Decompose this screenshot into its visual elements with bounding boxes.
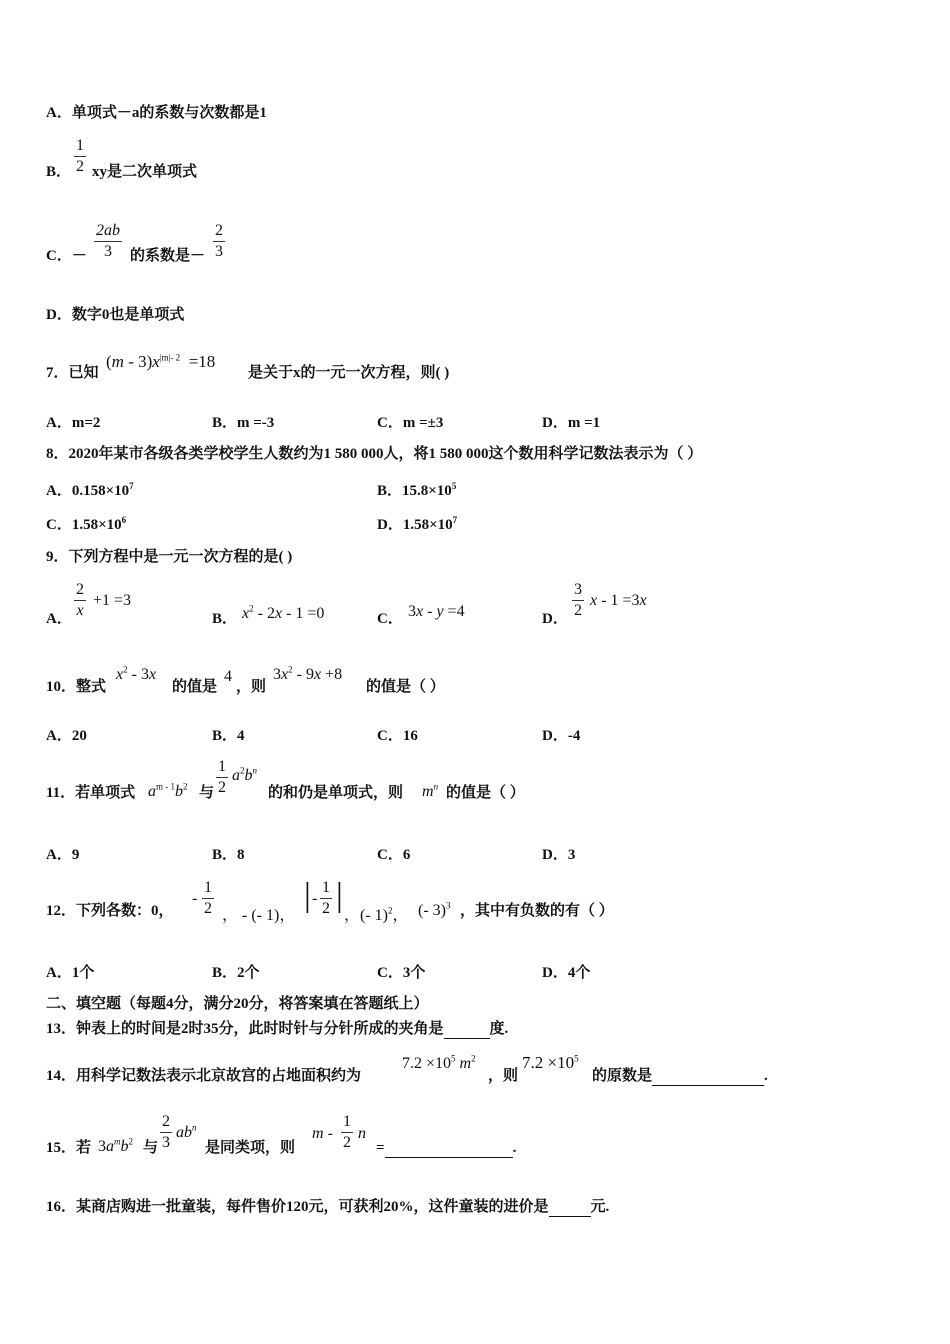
q9-option-b-label: B． [212,611,238,627]
q9-option-a-label: A． [46,611,72,627]
q7-equation: $(m - 3)x^{|m|- 2} =18$ [106,352,216,371]
q7-option-a: A．m=2 [46,415,101,431]
q15-half: $\frac{1}{2}$ [343,1113,351,1151]
q6-option-c-label: C．－ [46,248,87,264]
q11-option-a: A．9 [46,847,80,863]
q15-mid: 与 [143,1140,159,1156]
q7-option-d: D．m =1 [542,415,601,431]
q6-option-b-text: xy是二次单项式 [92,164,198,180]
q9-a-rest: +1 =3 [93,592,132,609]
section-heading: 二、填空题（每题4分，满分20分，将答案填在答题纸上） [46,996,429,1012]
q6-c-fraction-2ab-3: $\frac{2ab}{3}$ [96,222,120,260]
q8-option-b: B．$15.8\times 10^5$ [377,481,457,499]
q11-option-c: C．6 [377,847,411,863]
q12-item-4: ，(- 1)$^2$， [344,905,409,924]
q10-option-c: C．16 [377,728,418,744]
q10-value: 4 [224,668,232,685]
q12-abs-half: $\frac{1}{2}$ [322,879,330,917]
q15-fraction: $\frac{2}{3}$ [162,1113,170,1151]
q13: 13．钟表上的时间是2时35分，此时时针与分针所成的夹角是 度. [46,1021,509,1037]
q10-stem: 10．整式 [46,679,107,695]
q16: 16．某商店购进一批童装，每件售价120元，可获利20%，这件童装的进价是 元. [46,1199,610,1215]
q10-option-d: D．-4 [542,728,581,744]
q11-option-d: D．3 [542,847,576,863]
q15-tail: 是同类项，则 [205,1140,296,1156]
q9-c-equation: 3x - y =4 [408,603,465,620]
q6-option-c-mid: 的系数是－ [130,248,206,264]
q10-tail: 的值是（ ） [366,679,445,695]
q11-m-power-n: $m^n$ [422,781,439,800]
q14-stem: 14．用科学记数法表示北京故宫的占地面积约为 [46,1068,362,1084]
q12-neg-half: $\frac{1}{2}$ [204,879,212,917]
q15-monomial-1: $3a^mb^2$ [98,1136,133,1155]
q10-mid2: ，则 [236,679,267,695]
q15-m-minus: m - [312,1125,333,1142]
q9-stem: 9．下列方程中是一元一次方程的是( ) [46,549,293,565]
q10-mid1: 的值是 [172,679,218,695]
q9-option-c-label: C． [377,611,403,627]
q14-mid: ，则 [488,1068,519,1084]
q8-option-c: C．$1.58\times 10^6$ [46,515,127,533]
q15-monomial-2: $ab^n$ [176,1122,197,1141]
q15-stem: 15．若 [46,1140,92,1156]
q12-abs-left-bar: | [304,877,311,914]
q12-stem: 12．下列各数：0， [46,903,174,919]
q12-option-b: B．2个 [212,965,260,981]
q8-stem: 8．2020年某市各级各类学校学生人数约为1 580 000人，将1 580 000这个数用科学记数法表示为（ ） [46,446,703,462]
q12-option-a: A．1个 [46,965,95,981]
q6-option-b-label: B． [46,164,72,180]
q8-option-d: D．$1.58\times 10^7$ [377,515,458,533]
q12-option-d: D．4个 [542,965,591,981]
q9-b-equation: $x^2 - 2x - 1 =0$ [242,603,325,622]
q7-stem: 7．已知 [46,365,99,381]
q15-answer: = . [376,1140,517,1156]
q10-expr2: $3x^2 - 9x +8$ [273,664,343,683]
q11-stem: 11．若单项式 [46,785,136,801]
q6-b-fraction: $\frac{1}{2}$ [76,137,84,175]
q12-item-5: (- 3)$^3$ [418,900,451,919]
q12-option-c: C．3个 [377,965,426,981]
q12-abs-right-bar: | [336,877,343,914]
q10-option-b: B．4 [212,728,245,744]
q7-tail: 是关于x的一元一次方程，则( ) [248,365,450,381]
q14-tail: 的原数是 . [592,1068,768,1084]
q15-n: n [358,1125,366,1142]
q11-option-b: B．8 [212,847,245,863]
q9-d-rest: x - 1 =3x [590,592,647,609]
q9-a-fraction: $\frac{2}{x}$ [76,581,84,619]
q6-option-a: A．单项式－a的系数与次数都是1 [46,105,267,121]
q11-mid: 与 [199,785,215,801]
q12-item-2: ， - (- 1)， [222,907,296,924]
q11-monomial-1: $a^{m - 1}b^2$ [148,781,188,800]
q14-number: $7.2 \times 10^5$ [522,1053,579,1072]
q11-fraction: $\frac{1}{2}$ [218,758,226,796]
q8-option-a: A．$0.158\times 10^7$ [46,481,134,499]
q9-d-fraction: $\frac{3}{2}$ [574,581,582,619]
q6-c-fraction-2-3: $\frac{2}{3}$ [215,222,223,260]
q12-tail: ，其中有负数的有（ ） [460,903,614,919]
q11-tail2: 的值是（ ） [446,785,525,801]
q12-minus-sign: - [192,890,198,907]
q10-expr1: $x^2 - 3x$ [116,664,157,683]
q14-area-expression: $7.2 \times 10^5$ $m^2$ [402,1053,476,1072]
q10-option-a: A．20 [46,728,87,744]
q9-option-d-label: D． [542,611,568,627]
q6-option-d: D．数字0也是单项式 [46,307,185,323]
q12-abs-minus: - [312,890,318,907]
q11-monomial-2: $a^2b^n$ [232,765,257,784]
q7-option-b: B．m =-3 [212,415,275,431]
q11-tail1: 的和仍是单项式，则 [268,785,404,801]
q7-option-c: C．m =±3 [377,415,444,431]
